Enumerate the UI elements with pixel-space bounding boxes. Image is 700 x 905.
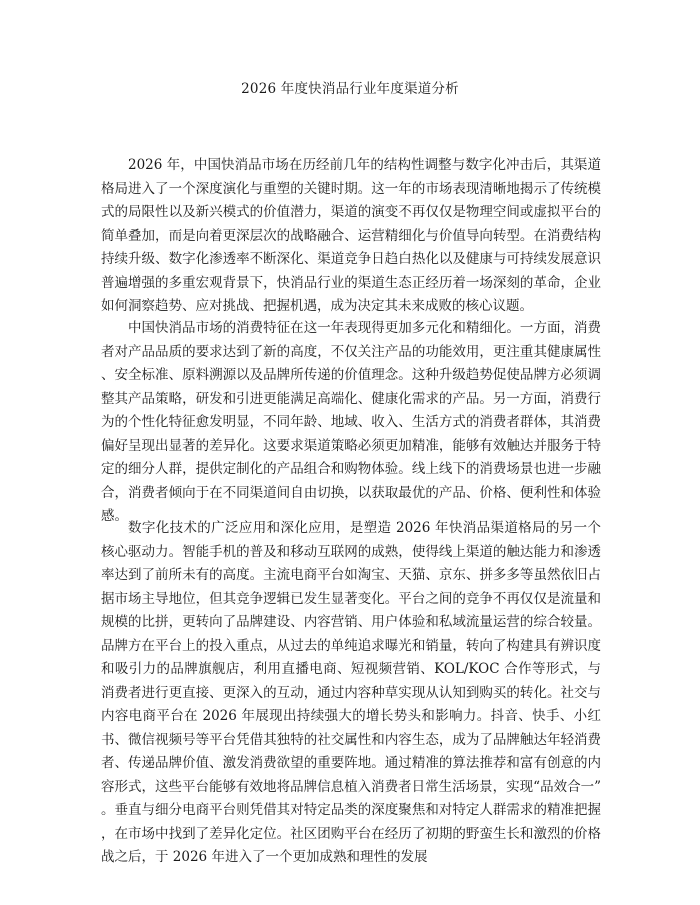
paragraph-2: 中国快消品市场的消费特征在这一年表现得更加多元化和精细化。一方面，消费者对产品品质的要求达到了新的高度，不仅关注产品的功能效用，更注重其健康属性、安全标准、原料溯源以及品牌所传递的价值理念。这种升级趋势促使品牌方必须调整其产品策略，研发和引进更能满足高端化、健康化需求的产品。另一方面，消费行为的个性化特征愈发明显，不同年龄、地域、收入、生活方式的消费者群体，其消费偏好呈现出显著的差异化。这要求渠道策略必须更加精准，能够有效触达并服务于特定的细分人群，提供定制化的产品组合和购物体验。线上线下的消费场景也进一步融合，消费者倾向于在不同渠道间自由切换，以获取最优的产品、价格、便利性和体验感。 [101, 320, 601, 524]
document-title: 2026 年度快消品行业年度渠道分析 [241, 81, 459, 97]
paragraph-1: 2026 年，中国快消品市场在历经前几年的结构性调整与数字化冲击后，其渠道格局进入了一个深度演化与重塑的关键时期。这一年的市场表现清晰地揭示了传统模式的局限性以及新兴模式的价值潜力，渠道的演变不再仅仅是物理空间或虚拟平台的简单叠加，而是向着更深层次的战略融合、运营精细化与价值导向转型。在消费结构持续升级、数字化渗透率不断深化、渠道竞争日趋白热化以及健康与可持续发展意识普遍增强的多重宏观背景下，快消品行业的渠道生态正经历着一场深刻的革命，企业如何洞察趋势、应对挑战、把握机遇，成为决定其未来成败的核心议题。 [101, 157, 601, 314]
paragraph-3: 数字化技术的广泛应用和深化应用，是塑造 2026 年快消品渠道格局的另一个核心驱动力。智能手机的普及和移动互联网的成熟，使得线上渠道的触达能力和渗透率达到了前所未有的高度。主流电商平台如淘宝、天猫、京东、拼多多等虽然依旧占据市场主导地位，但其竞争逻辑已发生显著变化。平台之间的竞争不再仅仅是流量和规模的比拼，更转向了品牌建设、内容营销、用户体验和私域流量运营的综合较量。品牌方在平台上的投入重点，从过去的单纯追求曝光和销量，转向了构建具有辨识度和吸引力的品牌旗舰店，利用直播电商、短视频营销、KOL/KOC 合作等形式，与消费者进行更直接、更深入的互动，通过内容种草实现从认知到购买的转化。社交与内容电商平台在 2026 年展现出持续强大的增长势头和影响力。抖音、快手、小红书、微信视频号等平台凭借其独特的社交属性和内容生态，成为了品牌触达年轻消费者、传递品牌价值、激发消费欲望的重要阵地。通过精准的算法推荐和富有创意的内容形式，这些平台能够有效地将品牌信息植入消费者日常生活场景，实现“品效合一”。垂直与细分电商平台则凭借其对特定品类的深度聚焦和对特定人群需求的精准把握，在市场中找到了差异化定位。社区团购平台在经历了初期的野蛮生长和激烈的价格战之后，于 2026 年进入了一个更加成熟和理性的发展 [101, 520, 601, 865]
